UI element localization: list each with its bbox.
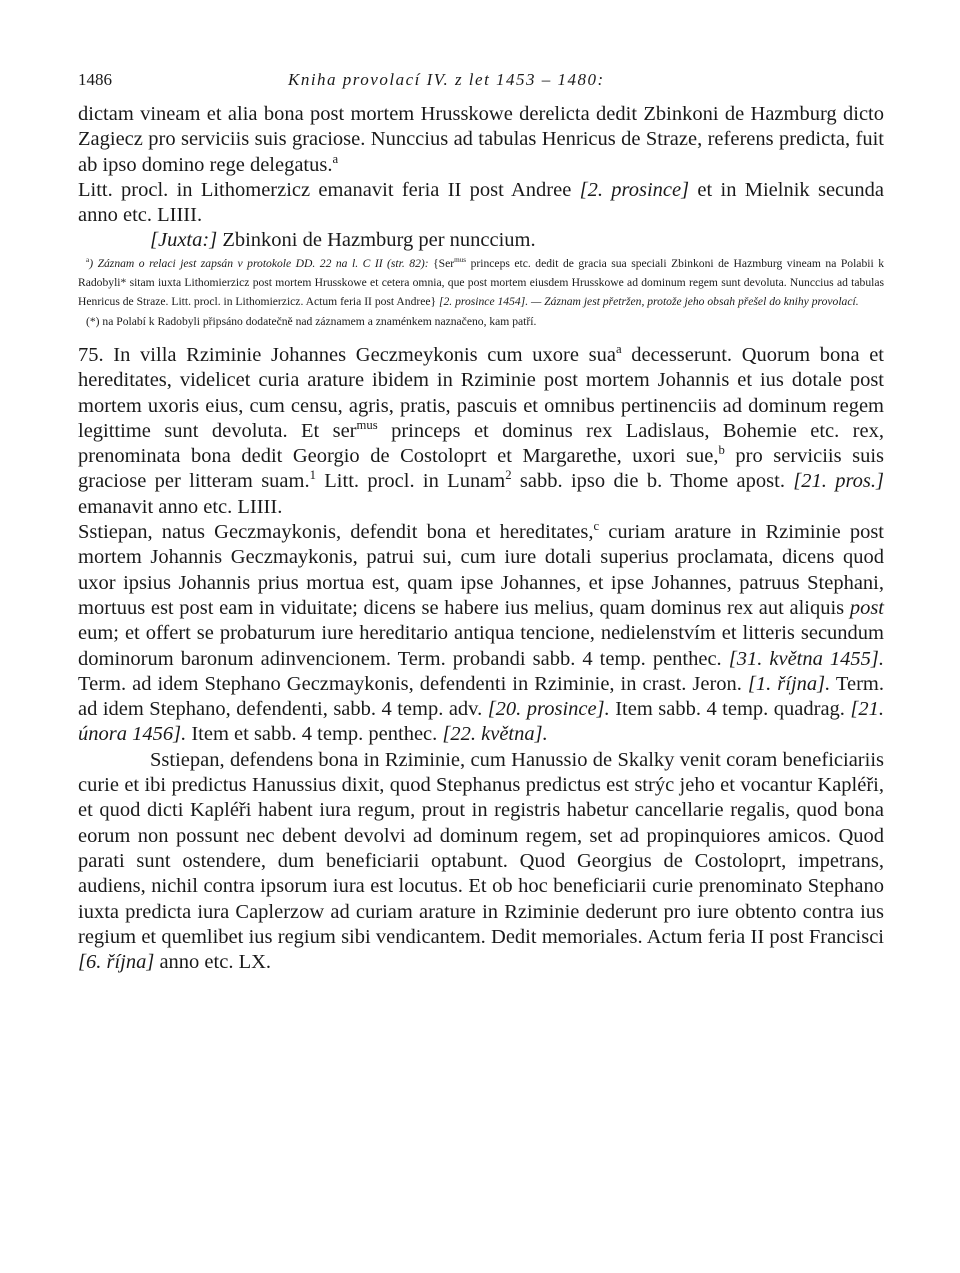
text-segment: curiam arature in Rziminie post mortem Johannis Geczmaykonis, patrui sui, cum iure dotali superius proclamata, dicens quod uxor ipsius Johannis prius mortua est, quam ipse Johannes, et ipse Johannes, patruus Stephani, mortuus est post eam in viduitate; dicens se habere ius melius, quam dominus rex aut aliquis [78,521,884,619]
footnotes [78,254,884,331]
note-marker: 1 [309,468,316,483]
text-segment: Sstiepan, natus Geczmaykonis, defendit bona et hereditates, [78,521,594,544]
paragraph-body [78,344,884,518]
note-marker: 2 [505,468,512,483]
footnote-star: (*) na Polabí k Radobyli připsáno dodatečně nad záznamem a znaménkem naznačeno, kam patří. [86,314,537,328]
text-segment: princeps et dominus rex Ladislaus, Bohemie etc. rex, prenominata bona dedit Georgio de Costoloprt et Margarethe, uxori sue, [78,419,884,468]
date-gloss: [21. pros.] [793,470,884,493]
note-marker: a [615,342,622,357]
entry-text-segment: et in Mielnik secunda anno etc. LIIII. [78,178,884,227]
date-gloss: [6. října] [78,951,155,974]
date-gloss: [2. prosince] [579,178,690,201]
note-marker: mus [356,418,378,433]
date-gloss: [22. května]. [442,723,548,746]
text-segment: pro serviciis suis graciose per litteram suam. [78,445,885,493]
previous-entry-continuation [78,102,884,254]
footnote-sup: mus [454,255,467,264]
entry-75-para-1 [78,343,884,520]
entry-75 [78,343,884,975]
spacer [78,331,884,343]
text-segment: sabb. ipso die b. Thome apost. [511,470,794,493]
text-segment: eum; et offert se probaturum iure hereditario antiqua tencione, nedielenstvím et litteris secundum dominorum baronum adinvencionem. Term. probandi sabb. 4 temp. penthec. [78,622,884,670]
editorial-gloss: [Juxta:] [150,229,218,252]
text-segment: Item sabb. 4 temp. quadrag. [609,698,851,721]
text-segment: Sstiepan, defendens bona in Rziminie, cum Hanussio de Skalky venit coram beneficiariis curie et ibi predictus Hanussius dixit, quod Stephanus predictus est strýc jeho et vocantur Kapléři, et quod dicti Kapléři habent iura regum, prout in registris habetur cancellarie regalis, quod bona eorum non possunt nec debent devolvi ad dominum regem, set ad propinquiores amicos. Quod parati sunt ostendere, dum beneficiarii optabunt. Quod Georgius de Costoloprt, impetrans, audiens, nichil contra ipsorum iura est locutus. Et ob hoc beneficiarii curie prenominato Stephano iuxta predicta iura Caplerzow ad curiam arature in Rziminie dederunt pro iure obtento contra ius regium et quemlibet ius regium sibi vendicantem. Dedit memoriales. Actum feria II post Francisci [78,748,884,948]
page-header [78,70,884,102]
date-gloss: post [849,596,884,619]
note-marker: b [718,443,725,458]
text-segment: Term. ad idem Stephano, defendenti, sabb. 4 temp. adv. [78,672,885,721]
document-page [78,70,884,975]
date-gloss: [1. října]. [747,672,831,695]
note-marker: a [332,151,339,166]
entry-text-segment: dictam vineam et alia bona post mortem Hrusskowe derelicta dedit Zbinkoni de Hazmburg dicto Zagiecz pro serviciis suis graciose. Nunccius ad tabulas Henricus de Straze, referens predicta, fuit ab ipso domino rege delegatus. [78,103,884,176]
page-number: 1486 [78,70,112,89]
date-gloss: [21. února 1456]. [78,698,885,746]
running-title: Kniha provolací IV. z let 1453 – 1480: [288,70,605,89]
entry-75-para-3 [78,748,884,976]
footnote-text: princeps etc. dedit de gracia sua speciali Zbinkoni de Hazmburg vineam na Polabii k Radobyli* sitam iuxta Lithomierzicz post mortem Hrusskowe et cetera omnia, que post mortem eiusdem Hrusskowe ad dominum regem sunt devoluta. Nunccius ad tabulas Henricus de Straze. Litt. procl. in Lithomierzicz. Actum feria II post Andree} [78,256,884,309]
note-marker: c [593,519,600,534]
entry-text-segment: Litt. procl. in Lithomerzicz emanavit feria II post Andree [78,178,580,201]
date-gloss: [31. května 1455]. [728,647,885,670]
text-segment: decesserunt. Quorum bona et hereditates, videlicet curia arature ibidem in Rziminie post mortem Johannis et ius dotale post mortem uxoris eius, cum censu, agris, pratis, pascuis et omnibus pertinenciis ad dominum regem legittime sunt devoluta. Et ser [78,343,885,442]
entry-75-para-2 [78,520,884,748]
text-segment: emanavit anno etc. LIIII. [78,495,283,518]
footnote-text: [2. prosince 1454]. — Záznam jest přetržen, protože jeho obsah přešel do knihy provolací. [439,295,859,309]
entry-text-segment: Zbinkoni de Hazmburg per nunccium. [217,229,536,252]
date-gloss: [20. prosince]. [487,698,610,721]
text-segment: In villa Rziminie Johannes Geczmeykonis cum uxore sua [103,343,616,366]
footnote-text: {Ser [433,256,455,270]
entry-number: 75. [78,343,104,366]
text-segment: Term. ad idem Stephano Geczmaykonis, defendenti in Rziminie, in crast. Jeron. [78,672,748,695]
text-segment: Item et sabb. 4 temp. penthec. [186,723,443,746]
entry-text [78,228,884,253]
entry-text [78,178,884,229]
text-segment: Litt. procl. in Lunam [315,470,506,493]
footnote-marker: a [86,255,90,264]
footnote-a [78,254,884,312]
text-segment: anno etc. LX. [154,951,272,974]
footnote-text: ) Záznam o relaci jest zapsán v protokole DD. 22 na l. C II (str. 82): [89,256,434,270]
entry-text [78,102,884,178]
